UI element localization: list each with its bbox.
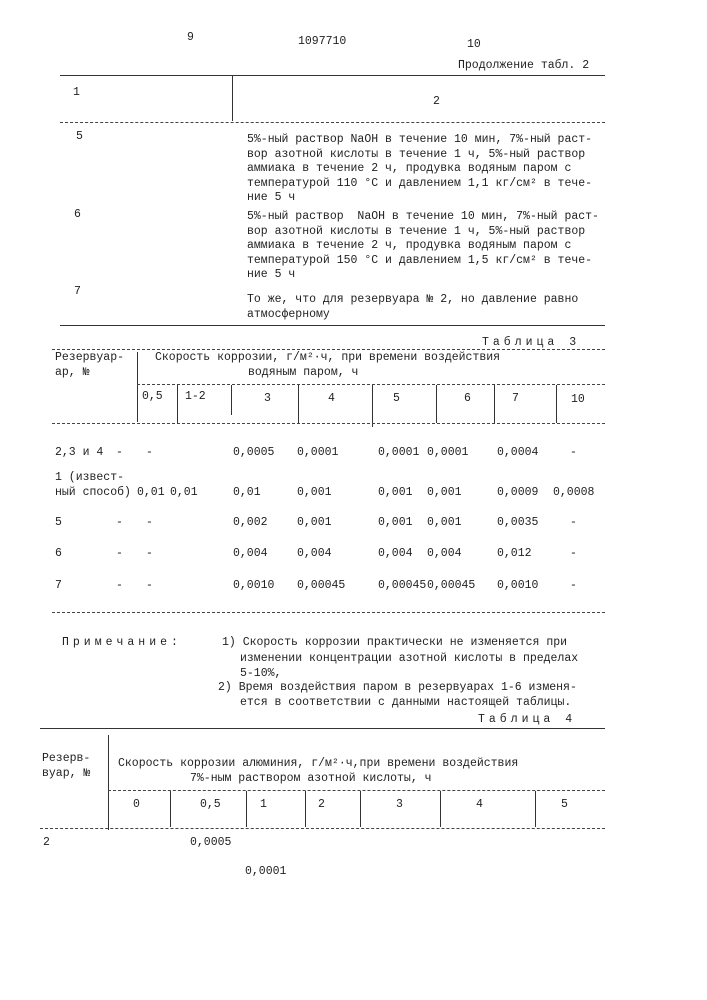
note-line: изменении концентрации азотной кислоты в пределах bbox=[240, 652, 578, 667]
table3-cell: 0,004 bbox=[233, 547, 268, 562]
table4-cell: 0,0005 bbox=[190, 836, 231, 851]
table2-col2-header: 2 bbox=[433, 95, 440, 110]
table3-cell: 0,00045 bbox=[378, 579, 426, 594]
table4-row-label: 2 bbox=[43, 836, 50, 851]
text-line: Резерв- bbox=[42, 752, 90, 765]
table2-bottom-rule bbox=[60, 325, 605, 326]
table3-column-header: 7 bbox=[512, 392, 519, 407]
table2-row-text bbox=[247, 210, 599, 283]
note-line: 2) Время воздействия паром в резервуарах 1-6 изменя- bbox=[218, 681, 577, 696]
text-line: вор азотной кислоты в течение 1 ч, 5%-ный раствор bbox=[247, 148, 592, 163]
table3-subheader-rule bbox=[137, 384, 605, 385]
table3-cell: 0,004 bbox=[427, 547, 462, 562]
table4-column-header: 0,5 bbox=[200, 798, 221, 813]
column-divider bbox=[177, 385, 178, 423]
table3-cell: 0,004 bbox=[297, 547, 332, 562]
table3-cell: 0,001 bbox=[297, 486, 332, 501]
table3-cell: 0,0001 bbox=[297, 446, 338, 461]
table4-column-header: 0 bbox=[133, 798, 140, 813]
table3-cell: 0,0035 bbox=[497, 516, 538, 531]
table3-cell: 0,001 bbox=[427, 486, 462, 501]
table3-cell: - bbox=[570, 446, 577, 461]
table3-cell: 0,01 bbox=[137, 486, 165, 501]
table3-cell: 0,001 bbox=[427, 516, 462, 531]
table2-col1-header: 1 bbox=[73, 86, 80, 101]
table3-col-divider bbox=[137, 352, 138, 422]
table3-cell: 0,0008 bbox=[553, 486, 594, 501]
table3-cell: - bbox=[570, 547, 577, 562]
table3-cell: 0,004 bbox=[378, 547, 413, 562]
text-line: аммиака в течение 2 ч, продувка водяным паром с bbox=[247, 239, 599, 254]
column-divider bbox=[556, 385, 557, 423]
text-line: 5%-ный раствор NaOH в течение 10 мин, 7%-ный раст- bbox=[247, 210, 599, 225]
table3-row-header bbox=[55, 351, 124, 380]
column-divider bbox=[436, 385, 437, 423]
table3-cell: 0,0001 bbox=[427, 446, 468, 461]
table3-row-label: 7 bbox=[55, 579, 62, 594]
text-line: температурой 150 °С и давлением 1,5 кг/см² в тече- bbox=[247, 254, 599, 269]
table3-cell: 0,0004 bbox=[497, 446, 538, 461]
text-line: атмосферному bbox=[247, 308, 578, 323]
table3-column-header: 5 bbox=[393, 392, 400, 407]
note-line: ется в соответствии с данными настоящей таблицы. bbox=[240, 696, 571, 711]
table2-row-text bbox=[247, 133, 592, 206]
table3-column-header: 10 bbox=[571, 393, 585, 408]
text-line: 5%-ный раствор NaOH в течение 10 мин, 7%-ный раст- bbox=[247, 133, 592, 148]
table3-col-header: водяным паром, ч bbox=[248, 366, 358, 381]
table3-cell: 0,00045 bbox=[427, 579, 475, 594]
table3-cell: - bbox=[146, 446, 153, 461]
note-label: Примечание: bbox=[62, 636, 182, 651]
table3-cell: - bbox=[116, 516, 123, 531]
table4-subheader-rule bbox=[108, 790, 605, 791]
table3-cell: - bbox=[146, 516, 153, 531]
table3-cell: - bbox=[116, 547, 123, 562]
table3-cell: 0,00045 bbox=[297, 579, 345, 594]
table3-cell: 0,002 bbox=[233, 516, 268, 531]
table4-col-header: Скорость коррозии алюминия, г/м²·ч,при времени воздействия bbox=[118, 757, 518, 772]
table3-cell: 0,0010 bbox=[497, 579, 538, 594]
table2-col-divider bbox=[232, 76, 233, 121]
table3-row-label: 5 bbox=[55, 516, 62, 531]
table2-continuation: Продолжение табл. 2 bbox=[458, 59, 589, 74]
column-divider bbox=[170, 791, 171, 827]
table3-top-rule bbox=[52, 349, 605, 350]
table3-cell: 0,001 bbox=[297, 516, 332, 531]
column-divider bbox=[494, 385, 495, 423]
text-line: температурой 110 °С и давлением 1,1 кг/см² в тече- bbox=[247, 177, 592, 192]
table3-column-header: 4 bbox=[328, 392, 335, 407]
table3-cell: 0,0010 bbox=[233, 579, 274, 594]
table3-row-label: 1 (извест- bbox=[55, 471, 124, 486]
table3-col-header: Скорость коррозии, г/м²·ч, при времени воздействия bbox=[155, 351, 500, 366]
column-divider bbox=[535, 791, 536, 827]
table3-row-label: ный способ) bbox=[55, 486, 131, 501]
table3-column-header: 3 bbox=[264, 392, 271, 407]
table3-column-header: 1-2 bbox=[185, 390, 206, 405]
table3-cell: - bbox=[116, 579, 123, 594]
table2-row-id: 5 bbox=[76, 130, 83, 145]
text-line: ар, № bbox=[55, 366, 90, 379]
table3-row-label: 2,3 и 4 bbox=[55, 446, 103, 461]
table4-title: Таблица 4 bbox=[478, 713, 576, 728]
table4-column-header: 3 bbox=[396, 798, 403, 813]
table3-title: Таблица 3 bbox=[482, 336, 580, 351]
table4-column-header: 5 bbox=[561, 798, 568, 813]
table4-column-header: 2 bbox=[318, 798, 325, 813]
table2-row-text bbox=[247, 293, 578, 322]
table2-row-id: 6 bbox=[74, 208, 81, 223]
table4-col-divider bbox=[108, 735, 109, 830]
column-divider bbox=[246, 791, 247, 827]
column-divider bbox=[360, 791, 361, 827]
text-line: аммиака в течение 2 ч, продувка водяным паром с bbox=[247, 162, 592, 177]
table3-cell: 0,012 bbox=[497, 547, 532, 562]
page-number-left: 9 bbox=[187, 31, 194, 46]
table3-cell: 0,0005 bbox=[233, 446, 274, 461]
column-divider bbox=[231, 385, 232, 415]
page-number-right: 10 bbox=[467, 38, 481, 53]
note-line: 5-10%, bbox=[240, 667, 281, 682]
table4-column-header: 4 bbox=[476, 798, 483, 813]
table3-cell: - bbox=[570, 579, 577, 594]
note-line: 1) Скорость коррозии практически не изменяется при bbox=[222, 636, 567, 651]
column-divider bbox=[298, 385, 299, 423]
table2-top-rule bbox=[60, 75, 605, 76]
table3-cell: 0,0009 bbox=[497, 486, 538, 501]
patent-number: 1097710 bbox=[298, 35, 346, 50]
table4-top-rule bbox=[40, 728, 605, 729]
table3-cell: - bbox=[116, 446, 123, 461]
table3-bottom-rule bbox=[52, 612, 605, 613]
table3-column-header: 6 bbox=[464, 392, 471, 407]
table3-cell: - bbox=[570, 516, 577, 531]
text-line: ние 5 ч bbox=[247, 191, 592, 206]
column-divider bbox=[440, 791, 441, 827]
column-divider bbox=[372, 385, 373, 427]
table3-cell: 0,0001 bbox=[378, 446, 419, 461]
table2-header-rule bbox=[60, 122, 605, 123]
table3-row-label: 6 bbox=[55, 547, 62, 562]
text-line: вор азотной кислоты в течение 1 ч, 5%-ный раствор bbox=[247, 225, 599, 240]
table4-header-bottom-rule bbox=[40, 828, 605, 829]
text-line: Резервуар- bbox=[55, 351, 124, 364]
table4-row-header bbox=[42, 752, 90, 781]
table3-column-header: 0,5 bbox=[142, 390, 163, 405]
table3-header-bottom-rule bbox=[52, 423, 605, 424]
table2-row-id: 7 bbox=[74, 285, 81, 300]
table3-cell: - bbox=[146, 579, 153, 594]
table3-cell: 0,01 bbox=[170, 486, 198, 501]
table3-cell: 0,01 bbox=[233, 486, 261, 501]
table4-cell: 0,0001 bbox=[245, 865, 286, 880]
table3-cell: 0,001 bbox=[378, 516, 413, 531]
table4-col-header: 7%-ным раствором азотной кислоты, ч bbox=[190, 772, 432, 787]
text-line: ние 5 ч bbox=[247, 268, 599, 283]
column-divider bbox=[305, 791, 306, 827]
table4-column-header: 1 bbox=[260, 798, 267, 813]
table3-cell: - bbox=[146, 547, 153, 562]
table3-cell: 0,001 bbox=[378, 486, 413, 501]
text-line: То же, что для резервуара № 2, но давление равно bbox=[247, 293, 578, 308]
text-line: вуар, № bbox=[42, 767, 90, 780]
